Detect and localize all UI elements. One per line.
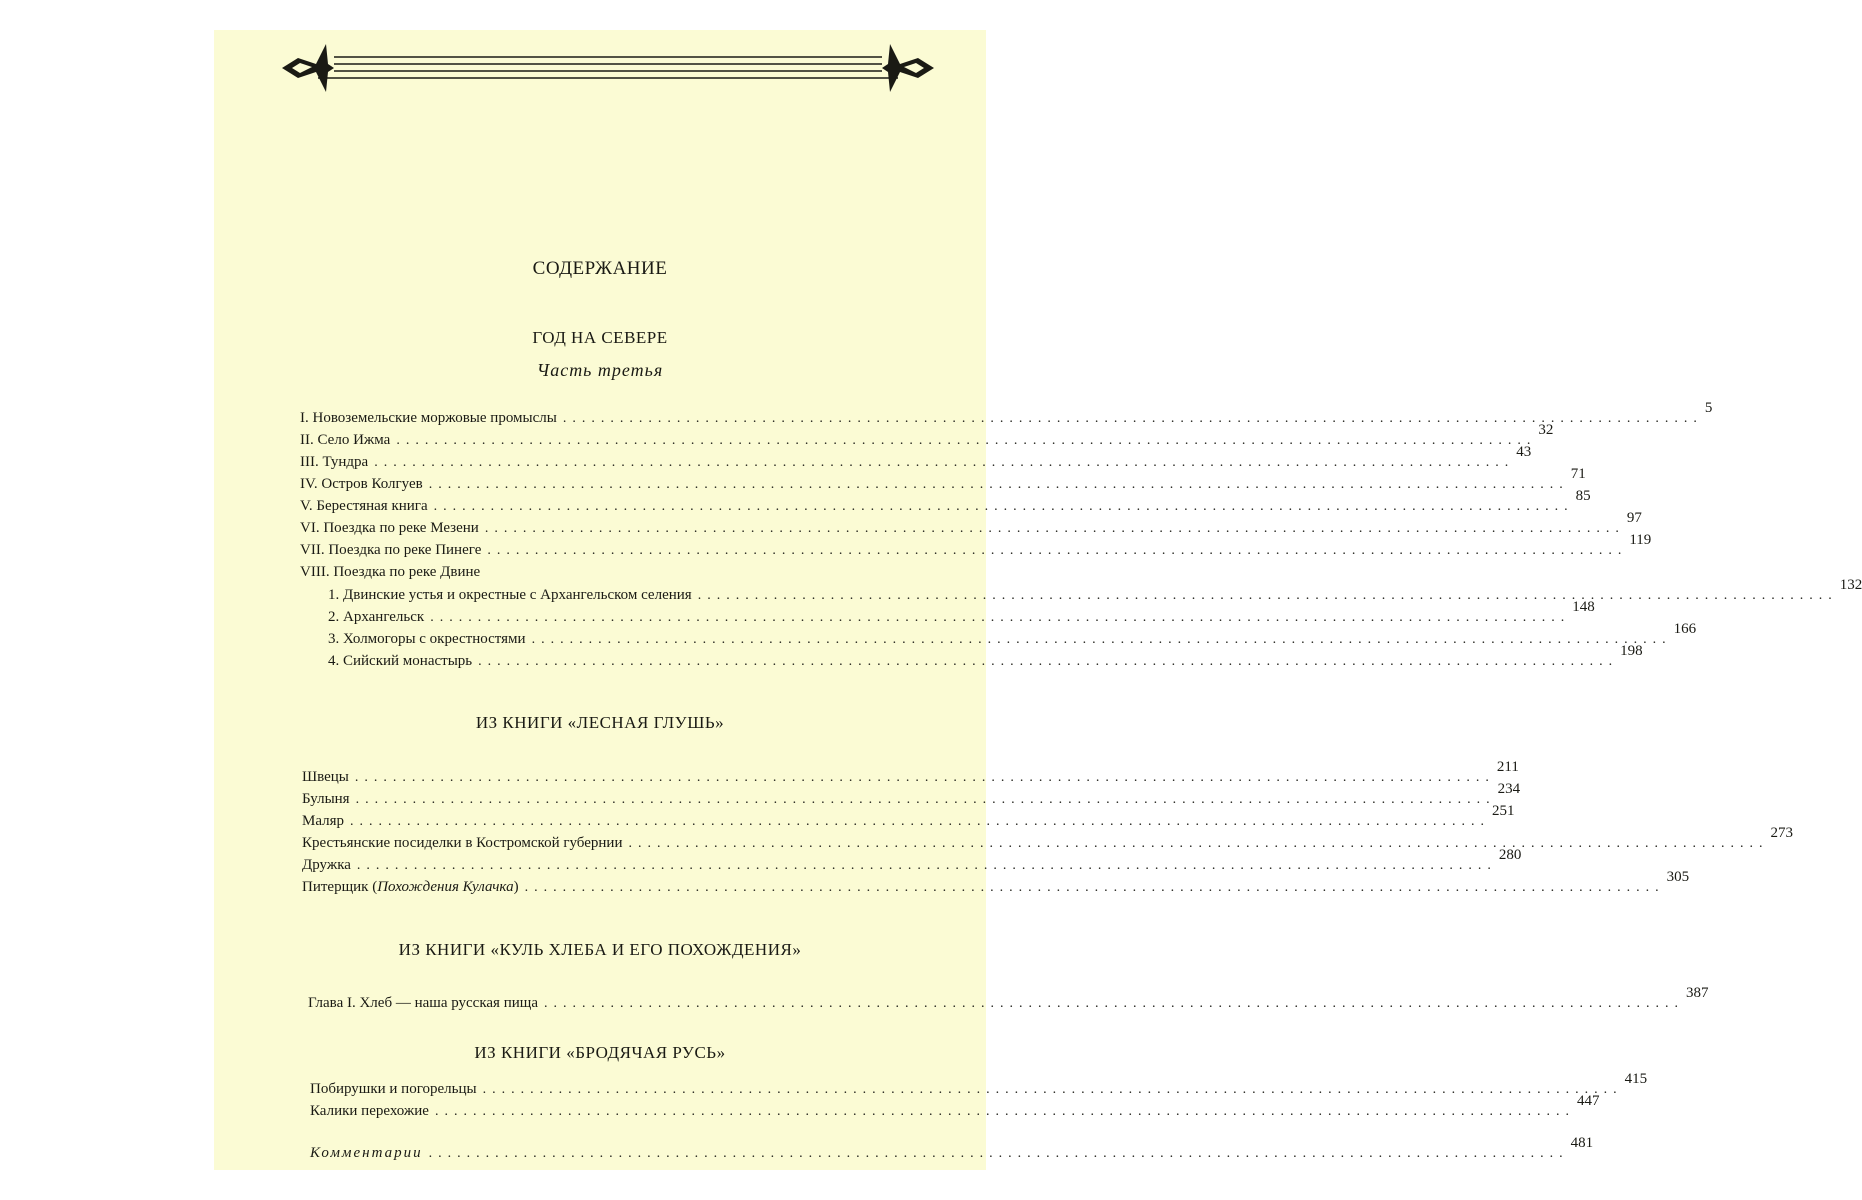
leader-dots: ........................................................................................................................ <box>531 632 1672 647</box>
toc-entry-label: VI. Поездка по реке Мезени <box>300 520 479 536</box>
leader-dots: ........................................................................................................................ <box>562 411 1703 426</box>
toc-entry-label: VIII. Поездка по реке Двине <box>300 564 481 580</box>
toc-entry-label-part: ) <box>513 879 519 895</box>
leader-dots: ........................................................................................................................ <box>543 996 1684 1011</box>
toc-entry[interactable] <box>308 985 1709 1012</box>
toc-entry-label: III. Тундра <box>300 454 369 470</box>
toc-entry-page: 198 <box>1620 643 1643 659</box>
toc-entry[interactable] <box>300 559 926 581</box>
leader-dots: ........................................................................................................................ <box>354 770 1495 785</box>
toc-entry-label: Булыня <box>302 791 350 807</box>
leader-dots: ........................................................................................................................ <box>430 610 1571 625</box>
toc-entry[interactable] <box>300 532 1652 559</box>
leader-dots: ........................................................................................................................ <box>428 1146 1569 1161</box>
leader-dots: ........................................................................................................................ <box>482 1082 1623 1097</box>
toc-entry-label: Крестьянские посиделки в Костромской губернии <box>302 835 623 851</box>
toc-entry[interactable] <box>328 599 1595 626</box>
leader-dots: ........................................................................................................................ <box>374 455 1515 470</box>
toc-entry-page: 280 <box>1498 847 1522 863</box>
toc-entry-label-italic: Похождения Кулачка <box>377 879 514 895</box>
toc-entry[interactable] <box>300 422 1554 449</box>
toc-entry-page: 5 <box>1704 400 1713 416</box>
toc-entry-page: 234 <box>1497 781 1521 797</box>
toc-entry-label <box>302 878 519 896</box>
toc-entry-page: 43 <box>1516 444 1532 460</box>
toc-entry-label: VII. Поездка по реке Пинеге <box>300 542 482 558</box>
toc-entry-page: 447 <box>1576 1093 1600 1109</box>
toc-entry-label: 2. Архангельск <box>328 609 425 625</box>
toc-entry-label: 3. Холмогоры с окрестностями <box>328 631 526 647</box>
leader-dots: ........................................................................................................................ <box>356 858 1497 873</box>
toc-entry-page: 132 <box>1839 577 1862 593</box>
toc-entry[interactable] <box>328 643 1643 670</box>
part-title: Часть третья <box>536 360 664 380</box>
toc-entry-page: 148 <box>1572 599 1595 615</box>
toc-entry[interactable] <box>302 825 1793 852</box>
contents-title: СОДЕРЖАНИЕ <box>532 258 668 279</box>
leader-dots: ........................................................................................................................ <box>697 588 1838 603</box>
toc-entry[interactable] <box>302 869 1690 896</box>
leader-dots: ........................................................................................................................ <box>628 836 1769 851</box>
leader-dots: ........................................................................................................................ <box>396 433 1537 448</box>
toc-entry-label: 4. Сийский монастырь <box>328 653 473 669</box>
section-title-bread: ИЗ КНИГИ «КУЛЬ ХЛЕБА И ЕГО ПОХОЖДЕНИЯ» <box>398 940 802 959</box>
toc-entry[interactable] <box>310 1071 1648 1098</box>
leader-dots: ........................................................................................................................ <box>478 654 1619 669</box>
toc-entry-page: 415 <box>1624 1071 1648 1087</box>
book-page <box>214 30 1862 1170</box>
leader-dots: ........................................................................................................................ <box>434 1104 1575 1119</box>
section-title-forest: ИЗ КНИГИ «ЛЕСНАЯ ГЛУШЬ» <box>475 713 725 732</box>
toc-entry[interactable] <box>300 510 1642 537</box>
toc-entry[interactable] <box>300 444 1532 471</box>
header-ornament <box>278 34 938 94</box>
toc-entry[interactable] <box>302 759 1519 786</box>
toc-entry-page: 97 <box>1626 510 1642 526</box>
leader-dots: ........................................................................................................................ <box>433 499 1574 514</box>
toc-entry-page: 305 <box>1666 869 1690 885</box>
toc-entry-label: Дружка <box>302 857 351 873</box>
leader-dots: ........................................................................................................................ <box>355 792 1496 807</box>
leader-dots: ........................................................................................................................ <box>428 477 1569 492</box>
toc-entry-page: 387 <box>1685 985 1709 1001</box>
toc-entry-label: V. Берестяная книга <box>300 498 428 514</box>
toc-entry-page: 166 <box>1673 621 1697 637</box>
toc-entry[interactable] <box>310 1093 1600 1120</box>
toc-entry[interactable] <box>302 847 1522 874</box>
toc-entry-label: I. Новоземельские моржовые промыслы <box>300 410 557 426</box>
toc-entry-page: 273 <box>1770 825 1793 841</box>
toc-entry[interactable] <box>328 621 1697 648</box>
toc-entry-label: Швецы <box>302 769 349 785</box>
toc-entry[interactable] <box>300 488 1591 515</box>
toc-entry[interactable] <box>302 781 1521 808</box>
section-title-wandering: ИЗ КНИГИ «БРОДЯЧАЯ РУСЬ» <box>474 1043 726 1062</box>
toc-entry-label: II. Село Ижма <box>300 432 391 448</box>
toc-entry-label: IV. Остров Колгуев <box>300 476 423 492</box>
leader-dots: ........................................................................................................................ <box>350 814 1491 829</box>
toc-entry-page: 481 <box>1570 1135 1594 1151</box>
toc-entry-page: 251 <box>1492 803 1515 819</box>
leader-dots: ........................................................................................................................ <box>484 521 1625 536</box>
leader-dots: ........................................................................................................................ <box>524 880 1665 895</box>
toc-entry-page: 71 <box>1570 466 1586 482</box>
toc-entry-page: 85 <box>1575 488 1591 504</box>
toc-entry-commentary[interactable] <box>310 1135 1594 1162</box>
toc-entry-label: Побирушки и погорельцы <box>310 1081 477 1097</box>
toc-entry-page: 119 <box>1629 532 1652 548</box>
toc-entry[interactable] <box>328 577 1862 604</box>
toc-entry-label: Маляр <box>302 813 345 829</box>
toc-entry[interactable] <box>302 803 1515 830</box>
toc-entry[interactable] <box>300 466 1586 493</box>
toc-entry-label: Глава I. Хлеб — наша русская пища <box>308 995 538 1011</box>
toc-entry-page: 32 <box>1538 422 1554 438</box>
toc-entry-label: Калики перехожие <box>310 1103 429 1119</box>
toc-entry-label-part: Питерщик ( <box>302 879 378 895</box>
toc-entry-label: Комментарии <box>310 1145 423 1161</box>
section-title-year-north: ГОД НА СЕВЕРЕ <box>532 328 668 347</box>
toc-entry-label: 1. Двинские устья и окрестные с Архангельском селения <box>328 587 692 603</box>
toc-entry[interactable] <box>300 400 1713 427</box>
leader-dots: ........................................................................................................................ <box>487 543 1628 558</box>
toc-entry-page: 211 <box>1496 759 1519 775</box>
